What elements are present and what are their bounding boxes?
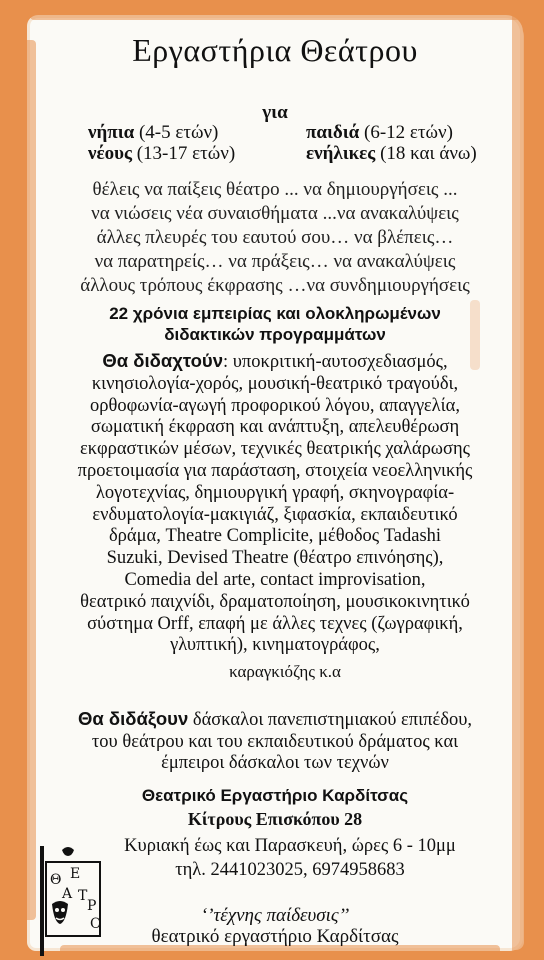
subjects-section: Θα διδαχτούν: υποκριτική-αυτοσχεδιασμός, κινησιολογία-χορός, μουσική-θεατρικό τραγούδι, ορθοφωνία-αγωγή προφορικού λόγου, απαγγελία, σωματική έκφραση και ανάπτυξη, απελευθέρωση εκφραστικών μέσων, τεχνικές θεατρικής χαλάρωσης προετοιμασία για παράσταση, στοιχεία νεοελληνικής λογοτεχνίας, δημιουργική γραφή, σκηνογραφία- ενδυματολογία-μακιγιάζ, ξιφασκία, εκπαιδευτικό δράμα, Theatre Complicite, μέθοδος Tadashi Suzuki, Devised Theatre (θέατρο επινόησης), Comedia del arte, contact improvisation, θεατρικό παιχνίδι, δραματοποίηση, μουσικοκινητικό σύστημα Orff, επαφή με άλλες τεχνες (ζωγραφική, γλυπτική), κινηματογράφος, καραγκιόζης κ.α <box>38 350 512 683</box>
age-groups-right <box>306 122 477 164</box>
opening-hours: Κυριακή έως και Παρασκευή, ώρες 6 - 10μμ <box>124 836 456 856</box>
subject-line: εκφραστικών μέσων, τεχνικές θεατρικής χαλάρωσης <box>80 439 470 460</box>
poster-content <box>30 18 520 948</box>
svg-text:Ο: Ο <box>90 916 102 932</box>
teachers-section: Θα διδάξουν δάσκαλοι πανεπιστημιακού επιπέδου, του θεάτρου και του εκπαιδευτικού δράματος και έμπειροι δάσκαλοι των τεχνών <box>30 708 520 775</box>
subject-line-last: καραγκιόζης κ.α <box>229 662 341 682</box>
subject-line: θεατρικό παιχνίδι, δραματοποίηση, μουσικοκινητικό <box>80 591 470 612</box>
footer-text: θεατρικό εργαστήριο Καρδίτσας <box>151 926 399 947</box>
intro-line: άλλες πλευρές του εαυτού σου… να βλέπεις… <box>96 227 454 248</box>
subject-line: δράμα, Theatre Complicite, μέθοδος Tadashi <box>108 526 442 547</box>
subject-line: γλυπτική), κινηματογράφος, <box>170 635 380 656</box>
address: Κίτρους Επισκόπου 28 <box>187 809 363 829</box>
subject-line: ορθοφωνία-αγωγή προφορικού λόγου, απαγγελία, <box>90 395 460 416</box>
experience-heading: 22 χρόνια εμπειρίας και ολοκληρωμένων διδακτικών προγραμμάτων <box>109 304 441 344</box>
subject-line: σωματική έκφραση και ανάπτυξη, απελευθέρωση <box>90 417 460 438</box>
age-groups-left <box>88 122 235 164</box>
page-title: Εργαστήρια Θεάτρου <box>132 32 418 68</box>
subject-line: σύστημα Orff, επαφή με άλλες τεχνες (ζωγραφική, <box>87 613 463 634</box>
for-label: για <box>262 102 288 123</box>
intro-line: να παρατηρείς… να πράξεις… να ανακαλύψεις <box>94 251 456 272</box>
svg-text:Ε: Ε <box>70 866 81 882</box>
brush-streak <box>30 0 520 20</box>
subject-line: ενδυματολογία-μακιγιάζ, ξιφασκία, εκπαιδευτικό <box>92 504 458 525</box>
phone-numbers: τηλ. 2441023025, 6974958683 <box>175 860 405 880</box>
teachers-lead: Θα διδάξουν <box>78 708 189 729</box>
teachers-line: έμπειροι δάσκαλοι των τεχνών <box>161 753 389 773</box>
age-group-adults: ενήλικες (18 και άνω) <box>306 143 477 164</box>
logo-text: Θ <box>50 872 62 888</box>
subjects-lead: Θα διδαχτούν <box>102 350 223 371</box>
subject-line: Suzuki, Devised Theatre (θέατρο επινόησης), <box>106 548 444 569</box>
subject-line: προετοιμασία για παράσταση, στοιχεία νεοελληνικής <box>77 460 473 481</box>
intro-line: να νιώσεις νέα συναισθήματα ...να ανακαλύψεις <box>91 203 459 224</box>
teachers-line: του θεάτρου και του εκπαιδευτικού δράματος και <box>91 731 459 752</box>
svg-text:Α: Α <box>62 886 73 902</box>
workshop-name: Θεατρικό Εργαστήριο Καρδίτσας <box>141 786 409 805</box>
age-group-children: παιδιά (6-12 ετών) <box>306 122 453 143</box>
intro-line: θέλεις να παίξεις θέατρο ... να δημιουργήσεις ... <box>92 179 458 200</box>
subject-line: λογοτεχνίας, δημιουργική γραφή, σκηνογραφία- <box>95 482 455 503</box>
intro-text <box>30 178 520 298</box>
svg-text:Τ: Τ <box>78 888 88 904</box>
slogan: ‘’τέχνης παίδευσις’’ <box>200 905 350 926</box>
subject-line: κινησιολογία-χορός, μουσική-θεατρικό τραγούδι, <box>91 373 459 394</box>
intro-line: άλλους τρόπους έκφρασης …να συνδημιουργήσεις <box>80 275 470 296</box>
age-group-teens: νέους (13-17 ετών) <box>88 143 236 164</box>
svg-text:Ρ: Ρ <box>87 898 97 914</box>
age-group-toddlers: νήπια (4-5 ετών) <box>88 122 219 143</box>
subject-line: Comedia del arte, contact improvisation, <box>124 569 426 590</box>
